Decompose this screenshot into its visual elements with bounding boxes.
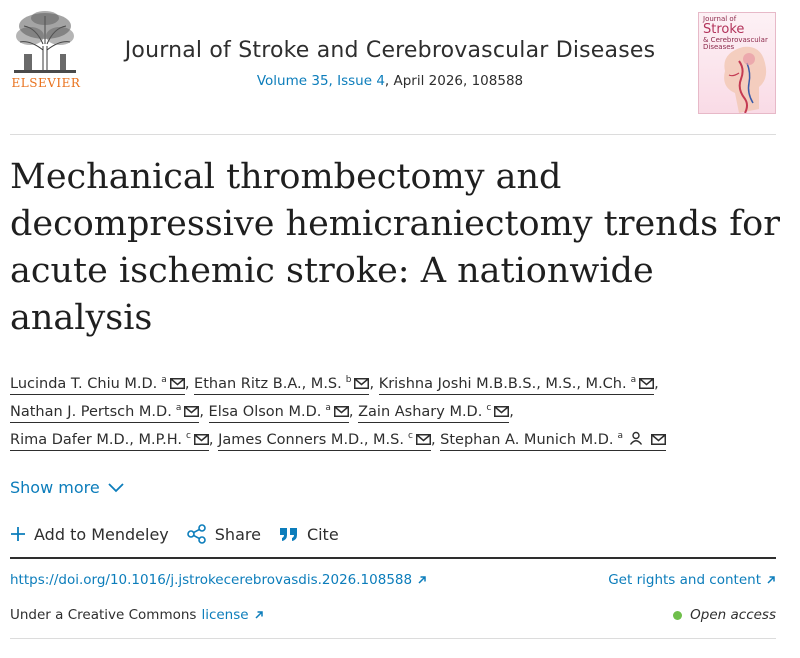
share-label: Share [214,524,261,544]
open-access-dot-icon [673,611,682,620]
author-link[interactable] [209,398,349,423]
doi-link[interactable] [10,572,427,588]
journal-cover-image[interactable] [698,12,776,114]
external-link-icon [417,575,427,585]
affiliation-marker[interactable]: c [407,431,413,441]
affiliation-marker[interactable]: b [345,375,352,385]
author-line [10,398,790,426]
external-link-icon [766,575,776,585]
author-name: Elsa Olson M.D. [208,404,322,420]
email-icon[interactable] [639,378,654,389]
author-link[interactable] [379,370,654,395]
add-to-mendeley-label: Add to Mendeley [34,524,169,544]
affiliation-marker[interactable]: a [175,403,182,413]
journal-info [100,38,680,89]
journal-title[interactable]: Journal of Stroke and Cerebrovascular Diseases [124,38,656,63]
cover-title-small: Journal of [703,15,737,23]
affiliation-marker[interactable]: a [325,403,331,413]
author-link[interactable] [194,370,369,395]
quote-icon [279,526,299,542]
doi-text: https://doi.org/10.1016/j.jstrokecerebrovasdis.2026.108588 [10,572,413,588]
cover-title-big: Stroke [703,22,745,38]
author-link[interactable] [10,370,185,395]
license-prefix: Under a Creative Commons [10,607,197,623]
author-name: Krishna Joshi M.B.B.S., M.S., M.Ch. [378,376,627,392]
open-access-badge [673,607,776,623]
license-link[interactable]: license [201,607,249,623]
email-icon[interactable] [334,406,349,417]
author-link[interactable] [440,426,666,451]
open-access-label: Open access [690,607,776,623]
author-link[interactable] [10,398,199,423]
issue-link[interactable]: Volume 35, Issue 4 [256,73,385,89]
separator: , [654,376,659,392]
share-button[interactable] [187,524,261,544]
author-link[interactable] [218,426,431,451]
separator: , [348,404,354,420]
author-line [10,426,790,454]
separator: , [509,404,514,420]
author-name: James Conners M.D., M.S. [218,432,404,448]
chevron-down-icon [108,483,124,493]
show-more-button[interactable] [10,478,124,497]
email-icon[interactable] [184,406,199,417]
author-name: Zain Ashary M.D. [358,404,483,420]
cite-label: Cite [306,524,339,544]
article-actions [10,524,339,544]
email-icon[interactable] [494,406,509,417]
affiliation-marker[interactable]: c [486,403,492,413]
license-info [10,607,264,623]
separator: , [208,432,214,448]
share-icon [187,524,207,544]
author-name: Rima Dafer M.D., M.P.H. [10,432,182,448]
author-list [10,370,790,454]
email-icon[interactable] [170,378,185,389]
author-name: Lucinda T. Chiu M.D. [10,376,158,392]
affiliation-marker[interactable]: a [630,375,637,385]
author-name: Nathan J. Pertsch M.D. [10,404,172,420]
author-line [10,370,790,398]
issue-line [100,73,680,89]
external-link-icon [254,610,264,620]
person-icon[interactable] [629,431,643,445]
separator: , [184,376,190,392]
email-icon[interactable] [416,434,431,445]
affiliation-marker[interactable]: a [617,431,624,441]
header-divider [10,134,776,135]
bottom-divider [10,638,776,639]
email-icon[interactable] [194,434,209,445]
author-name: Stephan A. Munich M.D. [440,432,614,448]
separator: , [199,404,204,420]
plus-icon [10,526,26,542]
author-name: Ethan Ritz B.A., M.S. [194,376,342,392]
issue-details: , April 2026, 108588 [384,73,524,89]
show-more-label: Show more [10,478,100,497]
author-link[interactable] [10,426,209,451]
separator: , [430,432,436,448]
get-rights-text: Get rights and content [608,572,761,588]
email-icon[interactable] [354,378,369,389]
cite-button[interactable] [279,525,339,544]
email-icon[interactable] [651,434,666,445]
separator: , [369,376,375,392]
author-link[interactable] [358,398,509,423]
cover-title-rest: & Cerebrovascular Diseases [703,35,768,52]
publisher-name: ELSEVIER [11,76,81,90]
get-rights-link[interactable] [608,572,776,588]
add-to-mendeley-button[interactable] [10,525,169,544]
cover-head-illustration [699,13,776,114]
doi-row [10,572,776,588]
actions-divider [10,557,776,559]
article-title: Mechanical thrombectomy and decompressive hemicraniectomy trends for acute ischemic stroke: A nationwide analysis [10,157,780,338]
license-row [10,607,776,623]
affiliation-marker[interactable]: c [185,431,191,441]
journal-header [0,0,800,130]
affiliation-marker[interactable]: a [161,375,167,385]
